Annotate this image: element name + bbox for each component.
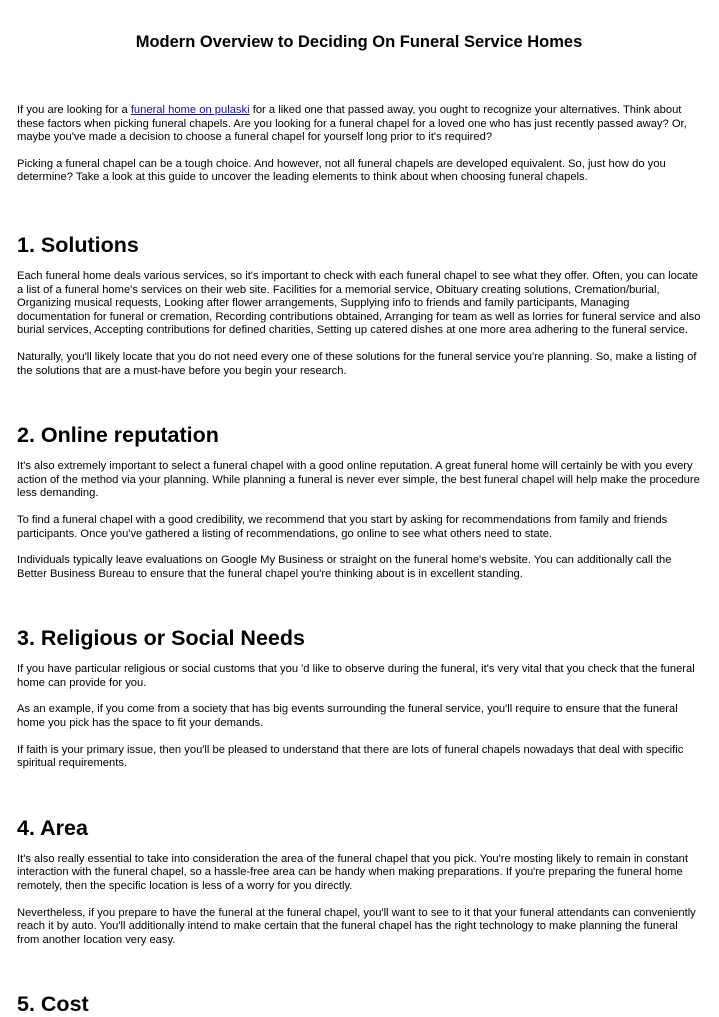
section-heading: 1. Solutions — [17, 232, 139, 257]
funeral-home-link[interactable]: funeral home on pulaski — [130, 104, 250, 116]
document-title: Modern Overview to Deciding On Funeral Service Homes — [135, 33, 583, 51]
section-paragraph: As an example, if you come from a society that has big events surrounding the funeral service, you'll require to ensure that the funeral home you pick has the space to fit your demands. — [17, 703, 678, 730]
section-online-reputation — [17, 422, 701, 581]
section-cost — [17, 991, 701, 1017]
section-paragraph: Naturally, you'll likely locate that you do not need every one of these solutions for the funeral service you're planning. So, make a listing of the solutions that are a must-have before you begin your research. — [17, 350, 697, 377]
section-paragraph: Nevertheless, if you prepare to have the funeral at the funeral chapel, you'll want to see to it that your funeral attendants can conveniently reach it by auto. You'll additionally intend to make certain that the funeral chapel has the right technology to make planning the funeral from another location very easy. — [17, 906, 696, 946]
section-paragraph: If you have particular religious or social customs that you 'd like to observe during the funeral, it's very vital that you check that the funeral home can provide for you. — [17, 663, 695, 689]
intro-text-after-link: for a liked one that passed away, you ought to recognize your alternatives. Think about these factors when picking funeral chapels. Are you looking for a funeral chapel for a loved one who has just recently passed away? Or, maybe you've made a decision to choose a funeral chapel for yourself long prior to it's required? — [17, 104, 687, 144]
intro-paragraph-2: Picking a funeral chapel can be a tough choice. And however, not all funeral chapels are developed equivalent. So, just how do you determine? Take a look at this guide to uncover the leading elements to think about when choosing funeral chapels. — [17, 157, 666, 184]
section-solutions — [17, 232, 701, 378]
section-area — [17, 815, 701, 948]
section-paragraph: It's also really essential to take into consideration the area of the funeral chapel that you pick. You're mosting likely to remain in constant interaction with the funeral chapel, so a hassle-free area can be handy when making preparations. If you're preparing the funeral home remotely, then the specific location is less of a worry for you directly. — [17, 852, 688, 893]
section-heading: 3. Religious or Social Needs — [17, 626, 305, 651]
section-paragraph: To find a funeral chapel with a good credibility, we recommend that you start by asking for recommendations from family and friends participants. Once you've gathered a listing of recommendations, go online to see what others need to state. — [17, 513, 668, 540]
intro-section — [17, 104, 701, 185]
section-heading: 2. Online reputation — [17, 423, 219, 448]
section-paragraph: Each funeral home deals various services, so it's important to check with each funeral chapel to see what they offer. Often, you can locate a list of a funeral home's services on their web site. Facilities for a memorial service, Obituary creating solutions, Cremation/burial, Organizing musical requests, Looking after flower arrangements, Supplying info to friends and family participants, Managing documentation for funeral or cremation, Recording contributions obtained, Arranging for team as well as lorries for funeral service and also burial services, Accepting contributions for defined charities, Setting up catered dishes at one more area adhering to the funeral service. — [17, 269, 701, 337]
section-paragraph: If faith is your primary issue, then you'll be pleased to understand that there are lots of funeral chapels nowadays that deal with specific spiritual requirements. — [17, 743, 684, 770]
intro-text-before-link: If you are looking for a — [17, 104, 131, 116]
section-paragraph: It's also extremely important to select a funeral chapel with a good online reputation. A great funeral home will certainly be with you every action of the method via your planning. While planning a funeral is never ever simple, the best funeral chapel will help make the procedure less demanding. — [17, 460, 700, 500]
section-heading: 5. Cost — [17, 992, 89, 1017]
intro-paragraph-1 — [17, 104, 701, 145]
section-religious-social-needs — [17, 625, 701, 771]
section-paragraph: Individuals typically leave evaluations on Google My Business or straight on the funeral home's website. You can additionally call the Better Business Bureau to ensure that the funeral chapel you're thinking about is in excellent standing. — [17, 554, 672, 580]
section-heading: 4. Area — [17, 815, 88, 840]
